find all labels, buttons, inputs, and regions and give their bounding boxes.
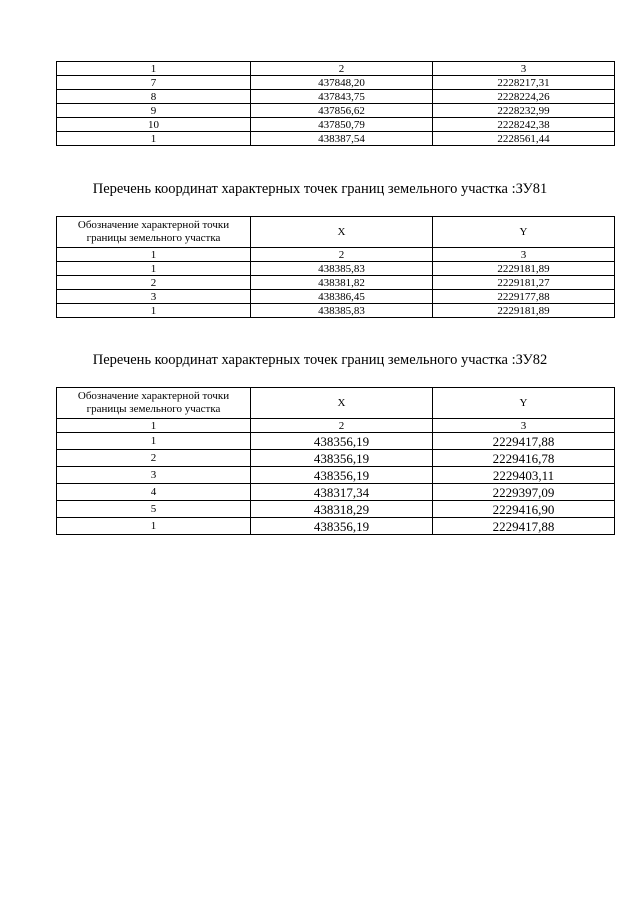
column-number: 1: [57, 248, 251, 262]
table-row: [57, 118, 615, 132]
table-row: [57, 304, 615, 318]
x-coordinate: 438385,83: [251, 262, 433, 276]
table-row: [57, 467, 615, 484]
x-coordinate: 438317,34: [251, 484, 433, 501]
header-row: [57, 217, 615, 248]
y-header: Y: [433, 217, 615, 248]
y-coordinate: 2228224,26: [433, 90, 615, 104]
x-coordinate: 437848,20: [251, 76, 433, 90]
point-id: 7: [57, 76, 251, 90]
y-coordinate: 2228561,44: [433, 132, 615, 146]
table-caption-zu81: Перечень координат характерных точек границ земельного участка :ЗУ81: [92, 181, 548, 197]
table-row: [57, 276, 615, 290]
point-id: 5: [57, 501, 251, 518]
table-caption-zu82: Перечень координат характерных точек границ земельного участка :ЗУ82: [92, 352, 548, 368]
point-id: 10: [57, 118, 251, 132]
y-coordinate: 2229397,09: [433, 484, 615, 501]
header-row: [57, 388, 615, 419]
point-id: 2: [57, 450, 251, 467]
y-coordinate: 2229177,88: [433, 290, 615, 304]
x-coordinate: 438387,54: [251, 132, 433, 146]
x-coordinate: 438356,19: [251, 518, 433, 535]
y-coordinate: 2229181,89: [433, 262, 615, 276]
point-designation-header: Обозначение характерной точки границы земельного участка: [57, 217, 251, 248]
table-row: [57, 484, 615, 501]
point-id: 2: [57, 276, 251, 290]
point-id: 1: [57, 262, 251, 276]
x-coordinate: 438385,83: [251, 304, 433, 318]
y-header: Y: [433, 388, 615, 419]
table-row: [57, 132, 615, 146]
table-row: [57, 262, 615, 276]
column-number-row: [57, 248, 615, 262]
table-row: [57, 501, 615, 518]
x-coordinate: 437856,62: [251, 104, 433, 118]
point-id: 1: [57, 518, 251, 535]
table-row: [57, 290, 615, 304]
coordinates-table-continuation: [56, 61, 615, 146]
point-id: 4: [57, 484, 251, 501]
y-coordinate: 2229181,27: [433, 276, 615, 290]
point-id: 9: [57, 104, 251, 118]
x-coordinate: 437850,79: [251, 118, 433, 132]
column-number: 3: [433, 62, 615, 76]
point-id: 3: [57, 290, 251, 304]
point-designation-header: Обозначение характерной точки границы земельного участка: [57, 388, 251, 419]
table-row: [57, 90, 615, 104]
y-coordinate: 2228242,38: [433, 118, 615, 132]
column-number: 3: [433, 419, 615, 433]
y-coordinate: 2229181,89: [433, 304, 615, 318]
x-coordinate: 438318,29: [251, 501, 433, 518]
table-row: [57, 104, 615, 118]
x-coordinate: 438356,19: [251, 450, 433, 467]
y-coordinate: 2228217,31: [433, 76, 615, 90]
table-row: [57, 76, 615, 90]
y-coordinate: 2228232,99: [433, 104, 615, 118]
point-id: 1: [57, 132, 251, 146]
column-number: 1: [57, 62, 251, 76]
x-coordinate: 438356,19: [251, 467, 433, 484]
x-coordinate: 437843,75: [251, 90, 433, 104]
column-number-row: [57, 419, 615, 433]
y-coordinate: 2229403,11: [433, 467, 615, 484]
column-number: 2: [251, 248, 433, 262]
column-number: 2: [251, 419, 433, 433]
point-id: 8: [57, 90, 251, 104]
x-coordinate: 438356,19: [251, 433, 433, 450]
table-row: [57, 450, 615, 467]
y-coordinate: 2229416,90: [433, 501, 615, 518]
coordinates-table-zu82: [56, 387, 615, 535]
point-id: 1: [57, 304, 251, 318]
table-row: [57, 433, 615, 450]
column-number-row: [57, 62, 615, 76]
x-header: X: [251, 217, 433, 248]
column-number: 3: [433, 248, 615, 262]
y-coordinate: 2229417,88: [433, 518, 615, 535]
coordinates-table-zu81: [56, 216, 615, 318]
column-number: 2: [251, 62, 433, 76]
point-id: 1: [57, 433, 251, 450]
table-row: [57, 518, 615, 535]
y-coordinate: 2229417,88: [433, 433, 615, 450]
x-coordinate: 438386,45: [251, 290, 433, 304]
x-header: X: [251, 388, 433, 419]
point-id: 3: [57, 467, 251, 484]
y-coordinate: 2229416,78: [433, 450, 615, 467]
column-number: 1: [57, 419, 251, 433]
x-coordinate: 438381,82: [251, 276, 433, 290]
